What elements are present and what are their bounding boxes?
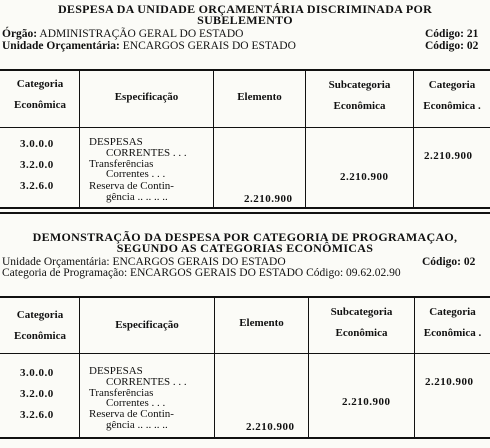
table1-col-divider xyxy=(213,70,214,207)
table1-header-categoria2-sub: Econômica . xyxy=(423,100,481,112)
section1-title-line1: DESPESA DA UNIDADE ORÇAMENTÁRIA DISCRIMINADA POR xyxy=(57,2,433,16)
table2-header-categoria2-sub: Econômica . xyxy=(423,327,482,339)
orgao-codigo-value: 21 xyxy=(466,28,479,40)
table1-col-divider xyxy=(79,70,80,207)
table1-header-categoria: Categoria xyxy=(16,78,64,90)
table2-header-categoria2: Categoria xyxy=(429,306,476,318)
table2-elemento-value: 2.210.900 xyxy=(246,421,295,433)
section2-title-line1: DEMONSTRAÇÃO DA DESPESA POR CATEGORIA DE PROGRAMAÇAO, xyxy=(32,230,458,244)
table2-spec-line: Transferências xyxy=(89,387,154,399)
table2-bottom-rule xyxy=(0,437,490,439)
table1-header-elemento: Elemento xyxy=(237,91,282,103)
table2-spec-line: Reserva de Contin- xyxy=(89,408,174,420)
table1-spec-line: DESPESAS xyxy=(89,136,143,148)
table1-bottom-rule xyxy=(0,207,490,209)
section2-categoria-programacao: Categoria de Programação: ENCARGOS GERAIS DO ESTADO Código: 09.62.02.90 xyxy=(2,267,401,279)
table1-code: 3.2.6.0 xyxy=(20,180,54,192)
table2-header-subcategoria-sub: Econômica xyxy=(335,327,388,339)
table1-subcategoria-value: 2.210.900 xyxy=(340,171,389,183)
table2-header-subcategoria: Subcategoria xyxy=(330,306,393,318)
unidade-value: ENCARGOS GERAIS DO ESTADO xyxy=(122,40,296,52)
section2-title-line2: SEGUNDO AS CATEGORIAS ECONÔMICAS xyxy=(116,241,374,255)
section-separator-rule xyxy=(0,212,490,214)
table2-categoria-value: 2.210.900 xyxy=(425,376,474,388)
table2-top-rule xyxy=(0,296,490,298)
orgao-label: Órgão: xyxy=(2,28,38,40)
table2-header-categoria-sub: Econômica xyxy=(14,330,66,342)
unidade-label: Unidade Orçamentária: xyxy=(2,40,120,52)
orgao-value: ADMINISTRAÇÃO GERAL DO ESTADO xyxy=(39,28,244,40)
table2-col-divider xyxy=(414,297,415,437)
table1-code: 3.2.0.0 xyxy=(20,159,54,171)
table2-col-divider xyxy=(308,297,309,437)
table2-col-divider xyxy=(79,297,80,437)
table2-spec-line: Correntes . . . xyxy=(106,397,166,409)
unidade-codigo-value: 02 xyxy=(466,40,479,52)
orgao-codigo xyxy=(425,29,478,41)
orgao-row xyxy=(2,29,243,41)
table2-spec-line: DESPESAS xyxy=(89,365,143,377)
table1-header-categoria-sub: Econômica xyxy=(14,99,66,111)
orgao-codigo-label: Código: xyxy=(425,28,464,40)
table2-code: 3.0.0.0 xyxy=(20,367,54,379)
table2-spec-line: CORRENTES . . . xyxy=(106,376,187,388)
unidade-row xyxy=(2,41,296,53)
table1-spec-line: Transferências xyxy=(89,158,154,170)
table1-top-rule xyxy=(0,69,490,71)
table2-spec-line: gência .. .. .. .. xyxy=(106,419,168,431)
table1-spec-line: Reserva de Contin- xyxy=(89,180,174,192)
section2-unidade: Unidade Orçamentária: ENCARGOS GERAIS DO ESTADO xyxy=(2,256,286,268)
table2-header-rule xyxy=(0,353,490,354)
table1-elemento-value: 2.210.900 xyxy=(244,193,293,205)
table1-header-subcategoria: Subcategoria xyxy=(328,79,391,91)
table1-categoria-value: 2.210.900 xyxy=(424,150,473,162)
table2-header-especificacao: Especificação xyxy=(115,319,179,331)
table2-code: 3.2.6.0 xyxy=(20,409,54,421)
table2-header-elemento: Elemento xyxy=(239,317,284,329)
table1-header-categoria2: Categoria xyxy=(428,79,476,91)
table2-code: 3.2.0.0 xyxy=(20,388,54,400)
table1-spec-line: CORRENTES . . . xyxy=(106,147,187,159)
table2-header-categoria: Categoria xyxy=(16,309,64,321)
table1-header-especificacao: Especificação xyxy=(114,91,179,103)
table1-header-rule xyxy=(0,127,490,128)
section1-title-line2: SUBELEMENTO xyxy=(197,13,293,27)
table1-spec-line: gência .. .. .. .. xyxy=(106,191,168,203)
unidade-codigo xyxy=(425,41,478,53)
table1-header-subcategoria-sub: Econômica xyxy=(333,100,386,112)
table1-spec-line: Correntes . . . xyxy=(106,168,166,180)
table2-subcategoria-value: 2.210.900 xyxy=(342,396,391,408)
table1-code: 3.0.0.0 xyxy=(20,138,54,150)
section2-unidade-codigo: Código: 02 xyxy=(422,256,476,268)
unidade-codigo-label: Código: xyxy=(425,40,464,52)
